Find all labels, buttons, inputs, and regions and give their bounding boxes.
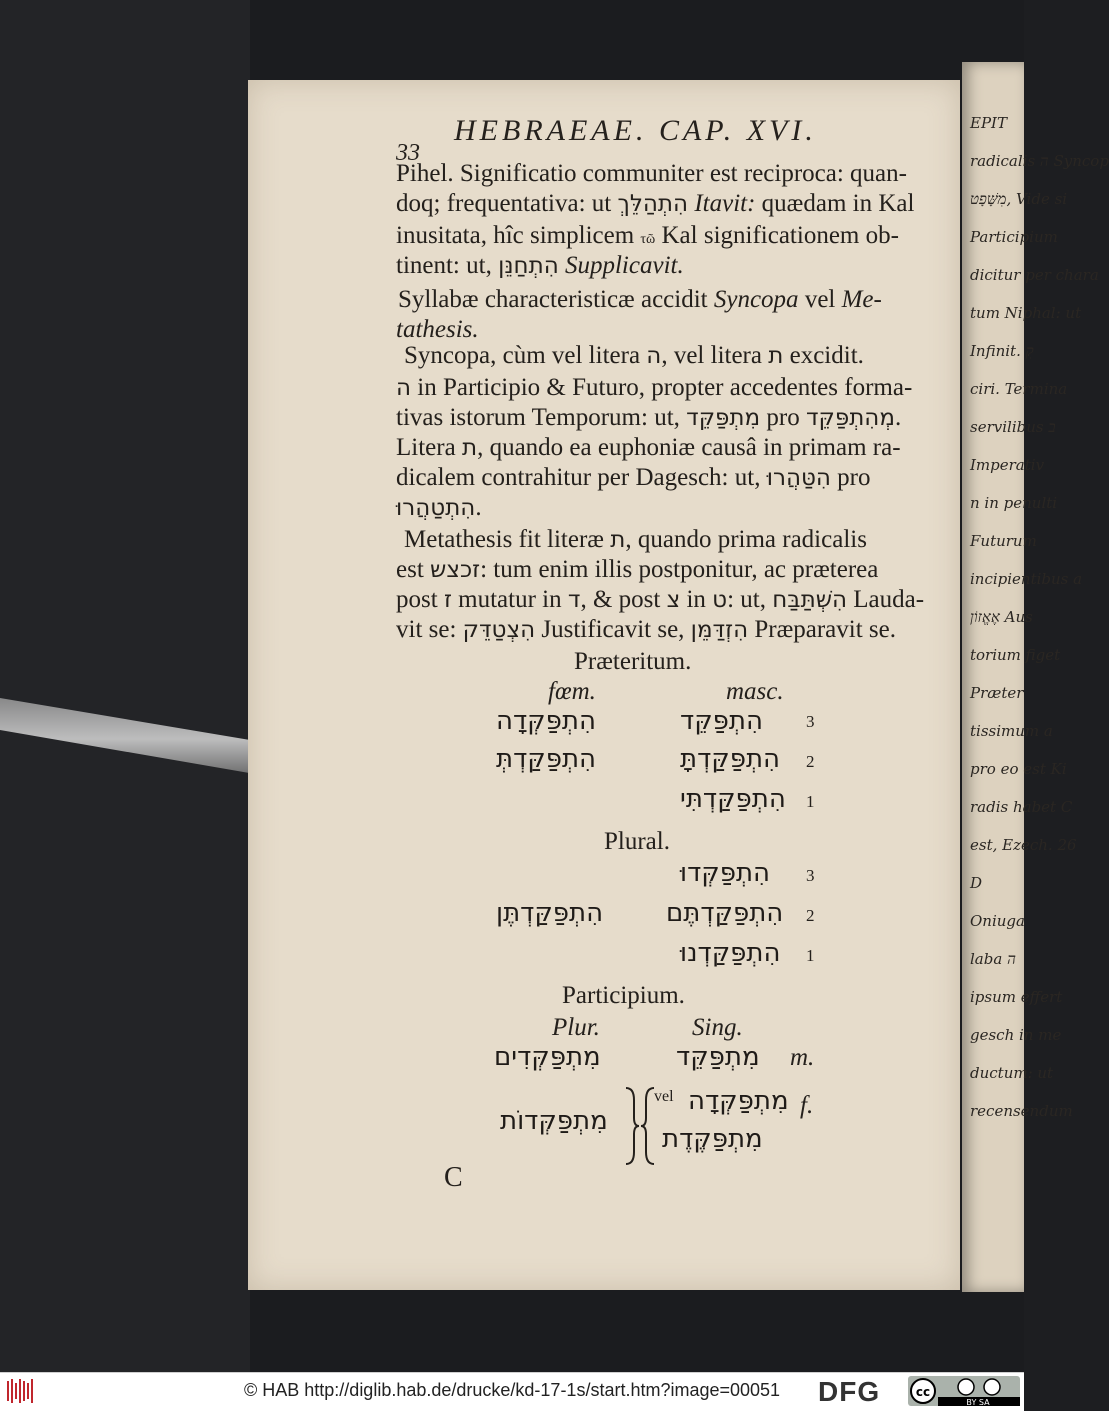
- person-number: 3: [806, 712, 815, 731]
- scan-backdrop: [0, 0, 250, 1372]
- fem-form: הִתְפַּקַּדְתֶּן: [496, 898, 604, 928]
- person-number: 1: [806, 946, 815, 965]
- svg-text:BY SA: BY SA: [966, 1398, 990, 1407]
- masc-form: הִתְפַּקַּדְנוּ: [680, 938, 781, 968]
- text-line: tathesis.: [396, 316, 479, 343]
- fem-form: הִתְפַּקַּדְתְּ: [496, 744, 597, 774]
- text-line: Syncopa, cùm vel litera ה, vel litera ת excidit.: [404, 342, 864, 369]
- section-title-participium: Participium.: [562, 982, 685, 1009]
- fem-form: הִתְפַּקְּדָה: [496, 706, 596, 736]
- text-line: Syllabæ characteristicæ accidit Syncopa vel Me-: [398, 286, 882, 313]
- facing-page-text-fragment: מִשָּׁפָט, Vide si: [970, 190, 1068, 208]
- facing-page-text-fragment: recensendum: [970, 1102, 1073, 1120]
- facing-page-text-fragment: servilibus ב: [970, 418, 1056, 436]
- section-title-plural: Plural.: [604, 828, 670, 855]
- gender-label-fem: f.: [800, 1092, 814, 1119]
- facing-page-text-fragment: Futurum: [970, 532, 1037, 550]
- text-line: הִתְטַהֲרוּ.: [396, 494, 482, 521]
- right-brace: [622, 1086, 640, 1166]
- column-header-singular: Sing.: [692, 1014, 743, 1041]
- facing-page-text-fragment: Participium: [970, 228, 1058, 246]
- running-head: HEBRAEAE. CAP. XVI.: [454, 114, 817, 147]
- text-line: tivas istorum Temporum: ut, מִתְפַּקֵּד pro מְהִתְפַּקֵּד.: [396, 404, 902, 431]
- facing-page-text-fragment: pro eo est Ki: [970, 760, 1067, 778]
- masc-singular-form: מִתְפַּקֵּד: [676, 1042, 760, 1072]
- fem-plural-form: מִתְפַּקְּדוֹת: [500, 1106, 608, 1136]
- facing-page-text-fragment: ipsum effert: [970, 988, 1063, 1006]
- facing-page-text-fragment: radicalis ה Syncop: [970, 152, 1109, 170]
- masc-form: הִתְפַּקְּדוּ: [680, 858, 771, 888]
- text-line: Pihel. Significatio communiter est reciproca: quan-: [396, 160, 907, 187]
- column-header-masculine: masc.: [726, 678, 784, 705]
- facing-page-text-fragment: tum Niphal: ut: [970, 304, 1082, 322]
- facing-page-text-fragment: EPIT: [970, 114, 1007, 132]
- masc-form: הִתְפַּקַּדְתִּי: [680, 784, 786, 814]
- facing-page-text-fragment: incipientibus a: [970, 570, 1083, 588]
- facing-page-text-fragment: radis habet C: [970, 798, 1073, 816]
- text-line: inusitata, hîc simplicem τῶ Kal significationem ob-: [396, 222, 899, 249]
- text-line: vit se: הִצְטַדֵּק Justificavit se, הִזְדַּמֵּן Præparavit se.: [396, 616, 896, 643]
- facing-page-text-fragment: dicitur per chara: [970, 266, 1099, 284]
- facing-page-text-fragment: gesch in me: [970, 1026, 1062, 1044]
- person-number: 2: [806, 906, 815, 925]
- column-header-plural: Plur.: [552, 1014, 600, 1041]
- facing-page-text-fragment: Præter: [970, 684, 1024, 702]
- text-line: ה in Participio & Futuro, propter accedentes forma-: [396, 374, 913, 401]
- facing-page-text-fragment: Imperativ: [970, 456, 1045, 474]
- facing-page-text-fragment: est, Ezech. 26: [970, 836, 1077, 854]
- masc-form: הִתְפַּקֵּד: [680, 706, 763, 736]
- masc-form: הִתְפַּקַּדְתֶּם: [666, 898, 784, 928]
- person-number: 2: [806, 752, 815, 771]
- text-line: Metathesis fit literæ ת, quando prima radicalis: [404, 526, 867, 553]
- hab-logo-icon: [6, 1377, 36, 1405]
- facing-page-text-fragment: Oniuga: [970, 912, 1025, 930]
- text-line: tinent: ut, הִתְחַנֵּן Supplicavit.: [396, 252, 684, 279]
- left-brace: [640, 1086, 658, 1166]
- facing-page-edge: [962, 62, 1109, 1292]
- text-line: est זכצש: tum enim illis postponitur, ac præterea: [396, 556, 879, 583]
- signature-mark: C: [444, 1162, 463, 1193]
- text-line: Litera ת, quando ea euphoniæ causâ in primam ra-: [396, 434, 901, 461]
- cc-by-sa-license-icon[interactable]: [908, 1376, 1020, 1406]
- svg-text:cc: cc: [915, 1385, 931, 1399]
- section-title-preteritum: Præteritum.: [574, 648, 692, 675]
- gender-label-masc: m.: [790, 1044, 815, 1071]
- facing-page-text-fragment: torium figet: [970, 646, 1061, 664]
- dfg-logo: DFG: [818, 1376, 881, 1407]
- facing-page-text-fragment: tissimum a: [970, 722, 1053, 740]
- fem-singular-form: מִתְפַּקֶּדֶת: [662, 1124, 763, 1154]
- person-number: 3: [806, 866, 815, 885]
- fem-singular-form: מִתְפַּקְּדָה: [688, 1086, 789, 1116]
- page-number: 33: [396, 140, 420, 166]
- facing-page-text-fragment: D: [970, 874, 983, 892]
- facing-page-text-fragment: laba ה: [970, 950, 1016, 968]
- column-header-feminine: fœm.: [548, 678, 596, 705]
- vel-label: vel: [654, 1088, 674, 1105]
- text-line: post ז mutatur in ד, & post צ in ט: ut, הִשְׁתַּבַּח Lauda-: [396, 586, 925, 613]
- text-line: dicalem contrahitur per Dagesch: ut, הִטַּהֲרוּ pro: [396, 464, 871, 491]
- facing-page-text-fragment: ductum: ut: [970, 1064, 1054, 1082]
- facing-page-text-fragment: אֶאֱזוֹן Aus: [970, 608, 1033, 626]
- facing-page-text-fragment: n in penulti: [970, 494, 1058, 512]
- masc-plural-form: מִתְפַּקְּדִים: [494, 1042, 601, 1072]
- facing-page-text-fragment: ciri. Termina: [970, 380, 1068, 398]
- facing-page-text-fragment: Infinit. קִ: [970, 342, 1034, 360]
- masc-form: הִתְפַּקַּדְתָּ: [680, 744, 781, 774]
- copyright-link[interactable]: © HAB http://diglib.hab.de/drucke/kd-17-1s/start.htm?image=00051: [244, 1380, 781, 1400]
- person-number: 1: [806, 792, 815, 811]
- text-line: doq; frequentativa: ut הִתְהַלֵּךְ Itavit: quædam in Kal: [396, 190, 915, 217]
